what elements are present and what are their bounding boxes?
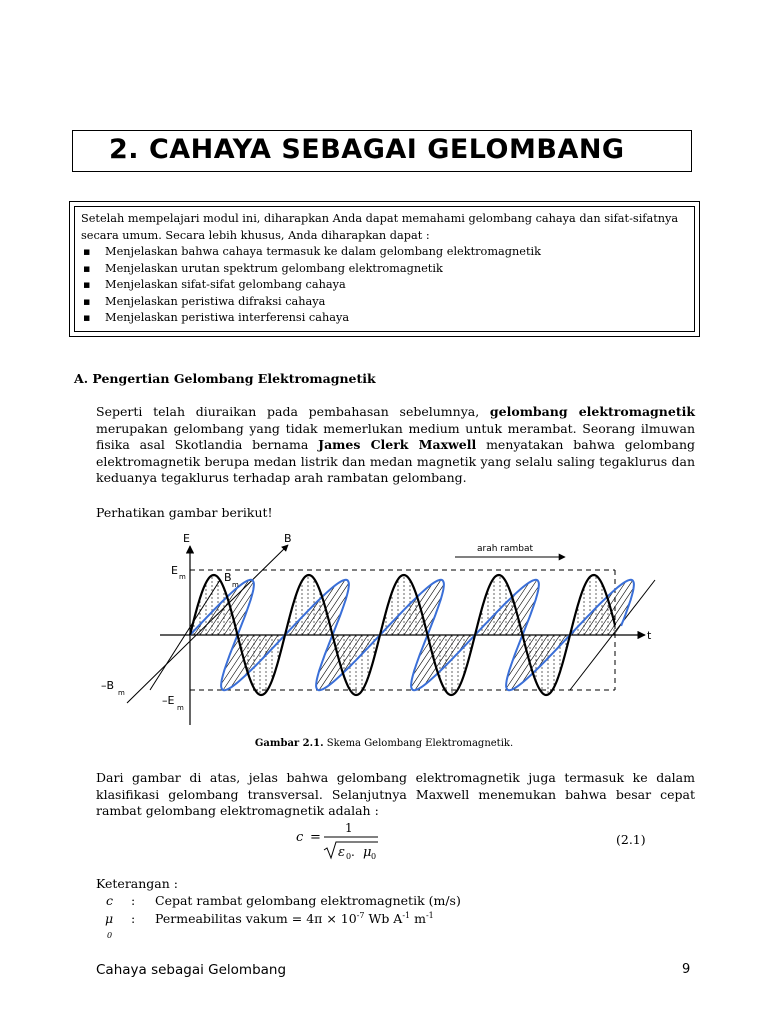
- objective-item: ▪ Menjelaskan sifat-sifat gelombang cahaya: [81, 277, 688, 294]
- legend-sep: :: [131, 893, 136, 908]
- eq-epsilon: ε: [338, 845, 345, 860]
- legend-text-c: Cepat rambat gelombang elektromagnetik (m/s): [155, 893, 461, 908]
- objective-item: ▪ Menjelaskan peristiwa difraksi cahaya: [81, 294, 688, 311]
- b-hatch-line: [308, 580, 345, 635]
- figure-caption-text: Skema Gelombang Elektromagnetik.: [323, 738, 514, 749]
- b-hatch-line: [500, 580, 537, 635]
- label-direction: arah rambat: [477, 544, 534, 554]
- eq-lhs: c: [296, 830, 304, 845]
- label-e: E: [183, 532, 190, 545]
- b-axis: [127, 545, 288, 703]
- chapter-title: 2. CAHAYA SEBAGAI GELOMBANG: [109, 134, 625, 165]
- objectives-intro: Setelah mempelajari modul ini, diharapkan Anda dapat memahami gelombang cahaya dan sifat-sifatnya secara umum. Secara lebih khusus, Anda diharapkan dapat :: [81, 212, 679, 242]
- label-neg-bm-sub: m: [118, 689, 125, 697]
- label-em-sub: m: [179, 573, 186, 581]
- chapter-title-box: [72, 130, 692, 172]
- b-hatch-line: [415, 635, 452, 690]
- paragraph-intro: [96, 404, 695, 487]
- b-hatch-line: [522, 635, 554, 683]
- label-t: t: [647, 629, 652, 642]
- legend-mu-sup2: -1: [402, 911, 411, 920]
- eq-numerator: 1: [345, 821, 353, 835]
- legend-mu-text-c: m: [410, 911, 426, 927]
- figure-caption: [0, 738, 768, 749]
- objectives-list: [81, 244, 688, 327]
- p1-bold-1: gelombang elektromagnetik: [489, 404, 696, 419]
- p1-bold-2: James Clerk Maxwell: [318, 437, 477, 453]
- eq-epsilon-sub: 0: [346, 852, 352, 861]
- objective-item: ▪ Menjelaskan peristiwa interferensi cahaya: [81, 310, 688, 327]
- objectives-box: [69, 201, 700, 337]
- paragraph-conclusion: Dari gambar di atas, jelas bahwa gelombang elektromagnetik juga termasuk ke dalam klasifikasi gelombang transversal. Selanjutnya Maxwell menemukan bahwa besar cepat rambat gelombang elektromagnetik adalah :: [96, 770, 695, 819]
- label-bm-sub: m: [232, 581, 239, 589]
- page-number: 9: [682, 962, 691, 977]
- legend-mu-sup3: -1: [425, 911, 434, 920]
- p1-text-3: menyatakan bahwa gelombang elektromagnetik berupa medan listrik dan medan magnetik yang selalu saling tegaklurus dan keduanya tegaklurus terhadap arah rambatan gelombang.: [96, 437, 695, 486]
- legend-mu-text-b: Wb A: [364, 911, 403, 927]
- speed-equation: [290, 818, 400, 862]
- label-b: B: [284, 532, 292, 545]
- b-hatch-line: [223, 635, 260, 690]
- eq-mu: μ: [363, 845, 372, 860]
- section-heading: A. Pengertian Gelombang Elektromagnetik: [74, 371, 376, 386]
- legend-sep: :: [131, 911, 136, 926]
- label-em: E: [171, 564, 178, 577]
- b-hatch-line: [584, 591, 614, 635]
- legend-symbol-c: c: [106, 893, 114, 908]
- em-wave-figure: [101, 528, 670, 738]
- eq-dot: .: [351, 845, 355, 859]
- b-hatch-line: [319, 635, 356, 690]
- legend-title: Keterangan :: [96, 876, 178, 891]
- label-bm: B: [224, 571, 232, 584]
- paragraph-look: Perhatikan gambar berikut!: [96, 505, 273, 520]
- objective-item: ▪ Menjelaskan bahwa cahaya termasuk ke dalam gelombang elektromagnetik: [81, 244, 688, 261]
- b-hatch-line: [342, 635, 368, 674]
- p1-text-2: merupakan gelombang yang tidak memerlukan medium untuk merambat. Seorang ilmuwan fisika asal Skotlandia bernama: [96, 420, 695, 453]
- objectives-inner: [74, 206, 695, 332]
- p1-text-1: Seperti telah diuraikan pada pembahasan sebelumnya,: [96, 404, 490, 419]
- legend-symbol-mu-sub: 0: [107, 931, 113, 940]
- equation-number: (2.1): [616, 832, 646, 847]
- figure-caption-label: Gambar 2.1.: [254, 738, 324, 749]
- label-neg-em-sub: m: [177, 704, 184, 712]
- objective-item: ▪ Menjelaskan urutan spektrum gelombang elektromagnetik: [81, 261, 688, 278]
- b-hatch-line: [404, 580, 441, 635]
- footer-title: Cahaya sebagai Gelombang: [96, 962, 287, 978]
- legend-symbol-mu: μ: [105, 911, 114, 926]
- eq-mu-sub: 0: [371, 852, 377, 861]
- label-neg-bm: –B: [101, 679, 115, 692]
- eq-equals: =: [310, 830, 321, 845]
- label-neg-em: –E: [162, 694, 175, 707]
- legend-text-mu: [155, 911, 434, 926]
- legend-mu-text-a: Permeabilitas vakum = 4π × 10: [155, 911, 357, 927]
- legend-mu-sup1: -7: [356, 911, 365, 920]
- b-hatch-line: [537, 635, 560, 669]
- b-hatch-line: [392, 596, 418, 635]
